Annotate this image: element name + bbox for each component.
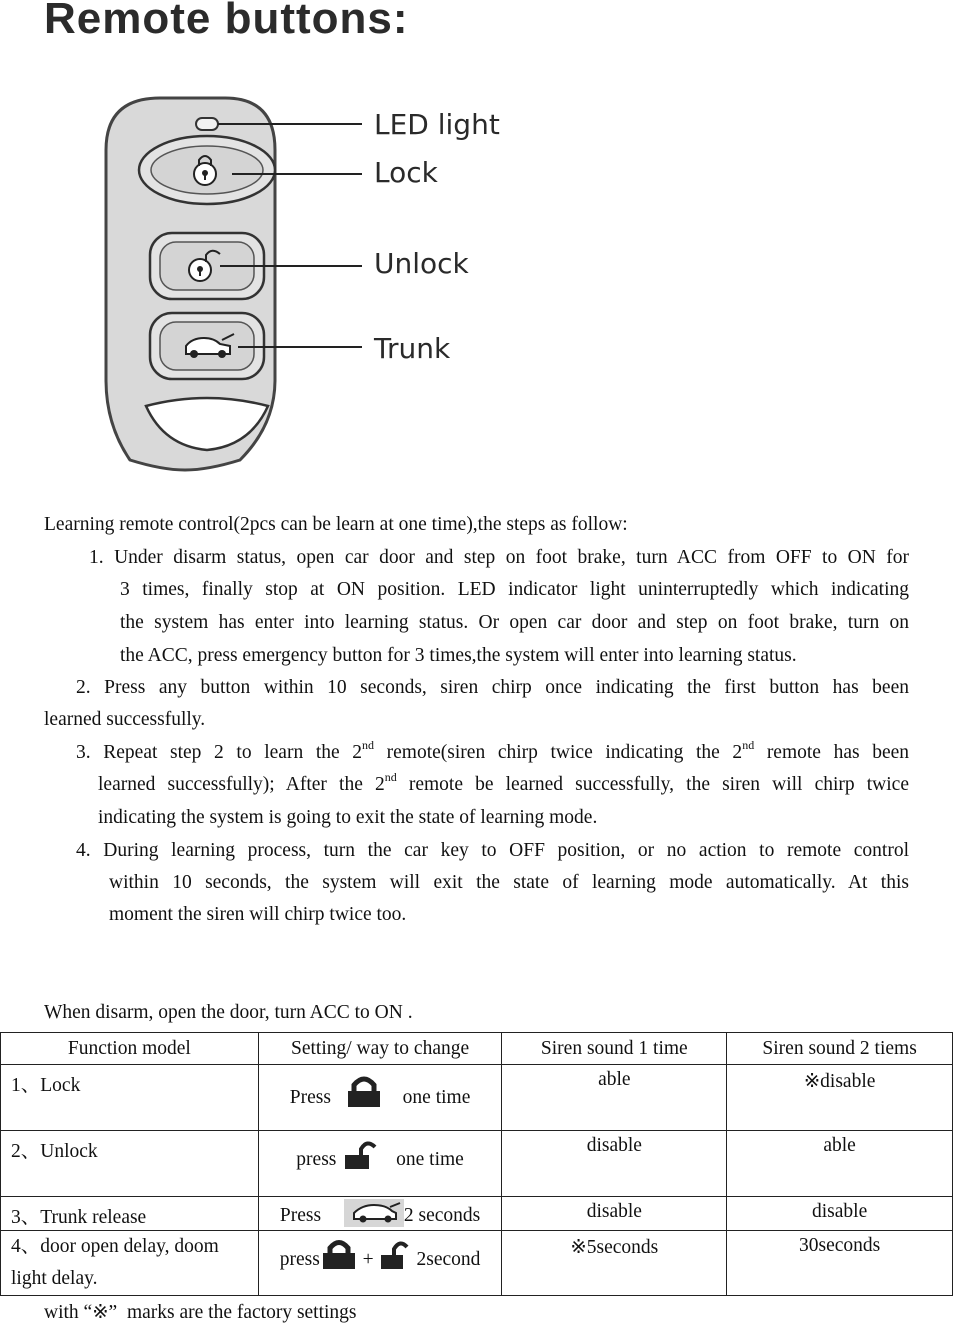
function-cell: 3、Trunk release: [1, 1197, 259, 1231]
step1-line4: the ACC, press emergency button for 3 times,the system will enter into learning status.: [120, 645, 797, 666]
step1-line2: 3 times, finally stop at ON position. LED indicator light uninterruptedly which indicating: [120, 579, 909, 600]
step4-line3: moment the siren will chirp twice too.: [109, 904, 407, 925]
lock-icon: [320, 1239, 358, 1271]
table-intro: When disarm, open the door, turn ACC to ON .: [44, 1002, 413, 1023]
function-cell: 2、Unlock: [1, 1131, 259, 1197]
setting-cell: Press 2 seconds: [258, 1197, 502, 1231]
step3-line3: indicating the system is going to exit the state of learning mode.: [98, 807, 598, 828]
header-setting: Setting/ way to change: [258, 1033, 502, 1065]
footnote: with “※” marks are the factory settings: [44, 1302, 357, 1323]
settings-table: [0, 1032, 953, 1296]
table-row: [1, 1131, 953, 1197]
trunk-label: Trunk: [374, 332, 451, 365]
siren-2-cell: disable: [727, 1197, 953, 1231]
unlock-icon: [379, 1241, 409, 1271]
table-row: [1, 1231, 953, 1296]
learning-intro: Learning remote control(2pcs can be learn at one time),the steps as follow:: [44, 514, 628, 535]
step2-line2: learned successfully.: [44, 709, 206, 730]
step4-line2: within 10 seconds, the system will exit the state of learning mode automatically. At this: [109, 872, 909, 893]
remote-fob-illustration: [100, 90, 390, 480]
function-cell: 1、Lock: [1, 1065, 259, 1131]
step3-line2: learned successfully); After the 2nd remote be learned successfully, the siren will chirp twice: [98, 770, 909, 795]
step4-line1: 4. During learning process, turn the car key to OFF position, or no action to remote control: [76, 840, 909, 861]
unlock-icon: [343, 1141, 377, 1171]
lock-icon: [344, 1075, 384, 1109]
table-row: [1, 1197, 953, 1231]
trunk-icon: [344, 1199, 404, 1227]
siren-2-cell: 30seconds: [727, 1231, 953, 1296]
unlock-label: Unlock: [374, 247, 469, 280]
step1-line3: the system has enter into learning status. Or open car door and step on foot brake, turn on: [120, 612, 909, 633]
siren-2-cell: ※disable: [727, 1065, 953, 1131]
table-header-row: [1, 1033, 953, 1065]
page-title: Remote buttons:: [44, 0, 409, 43]
step3-line1: 3. Repeat step 2 to learn the 2nd remote(siren chirp twice indicating the 2nd remote has been: [76, 738, 910, 763]
led-light-icon: [196, 118, 218, 130]
siren-2-cell: able: [727, 1131, 953, 1197]
led-light-label: LED light: [374, 108, 500, 141]
header-siren-1: Siren sound 1 time: [502, 1033, 727, 1065]
siren-1-cell: able: [502, 1065, 727, 1131]
lock-label: Lock: [374, 156, 438, 189]
function-cell: 4、door open delay, doom light delay.: [1, 1231, 259, 1296]
siren-1-cell: ※5seconds: [502, 1231, 727, 1296]
table-row: [1, 1065, 953, 1131]
header-siren-2: Siren sound 2 tiems: [727, 1033, 953, 1065]
siren-1-cell: disable: [502, 1131, 727, 1197]
setting-cell: press one time: [258, 1131, 502, 1197]
step1-line1: 1. Under disarm status, open car door and step on foot brake, turn ACC from OFF to ON for: [89, 547, 909, 568]
setting-cell: Press one time: [258, 1065, 502, 1131]
setting-cell: press + 2second: [258, 1231, 502, 1296]
step2-line1: 2. Press any button within 10 seconds, siren chirp once indicating the first button has been: [76, 677, 909, 698]
siren-1-cell: disable: [502, 1197, 727, 1231]
header-function: Function model: [1, 1033, 259, 1065]
